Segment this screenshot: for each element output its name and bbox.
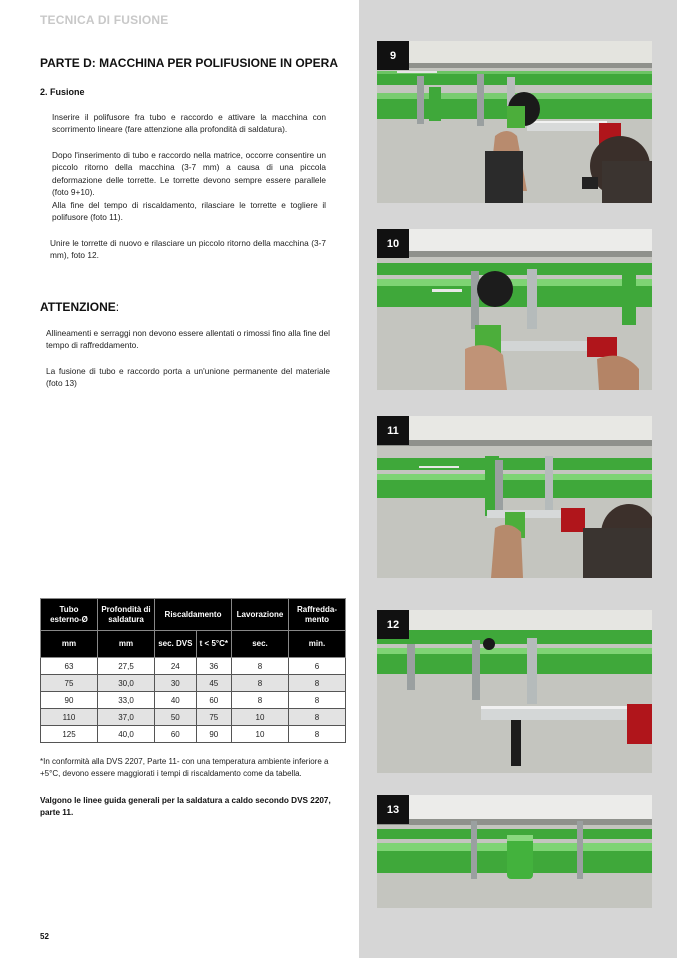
paragraph-3: Alla fine del tempo di riscaldamento, rilasciare le torrette e togliere il polifusore (foto 11).	[52, 200, 326, 223]
unit-heating-dvs: sec. DVS	[155, 631, 197, 658]
table-row	[41, 709, 346, 726]
photo-13-image	[377, 795, 652, 908]
cell: 63	[41, 658, 98, 675]
cell: 75	[41, 675, 98, 692]
header-cooling: Raffredda-mento	[289, 599, 346, 631]
attention-paragraph-2: La fusione di tubo e raccordo porta a un'unione permanente del materiale (foto 13)	[46, 366, 330, 389]
cell: 37,0	[98, 709, 155, 726]
paragraph-4: Unire le torrette di nuovo e rilasciare un piccolo ritorno della macchina (3-7 mm), foto 12.	[50, 238, 326, 261]
header-welding-depth: Profondità di saldatura	[98, 599, 155, 631]
cell: 75	[196, 709, 231, 726]
cell: 40,0	[98, 726, 155, 743]
cell: 8	[232, 692, 289, 709]
table-row	[41, 658, 346, 675]
cell: 24	[155, 658, 197, 675]
cell: 8	[232, 658, 289, 675]
guideline-note: Valgono le linee guida generali per la saldatura a caldo secondo DVS 2207, parte 11.	[40, 796, 331, 817]
photo-13-number: 13	[377, 795, 409, 824]
footnote: *In conformità alla DVS 2207, Parte 11- con una temperatura ambiente inferiore a +5°C, devono essere maggiorati i tempi di riscaldamento come da tabella.	[40, 757, 329, 778]
paragraph-1: Inserire il polifusore fra tubo e raccordo e attivare la macchina con scorrimento lineare (fare attenzione alla profondità di saldatura).	[52, 112, 326, 135]
photo-11-image	[377, 416, 652, 578]
photo-12	[377, 610, 652, 773]
cell: 27,5	[98, 658, 155, 675]
photo-12-number: 12	[377, 610, 409, 639]
photo-9-image	[377, 41, 652, 203]
cell: 6	[289, 658, 346, 675]
cell: 125	[41, 726, 98, 743]
cell: 8	[289, 675, 346, 692]
table-row	[41, 726, 346, 743]
paragraph-2: Dopo l'inserimento di tubo e raccordo nella matrice, occorre consentire un piccolo ritorno della macchina (3-7 mm) a causa di una piccola deformazione delle torrette. Le torrette devono sempre essere parallele (foto 9+10).	[52, 150, 326, 198]
unit-heating-cold: t < 5°C*	[196, 631, 231, 658]
cell: 8	[289, 692, 346, 709]
table-row	[41, 675, 346, 692]
photo-10-image	[377, 229, 652, 390]
cell: 8	[289, 709, 346, 726]
section-tag: TECNICA DI FUSIONE	[40, 13, 169, 27]
cell: 45	[196, 675, 231, 692]
header-outer-diameter: Tubo esterno-Ø	[41, 599, 98, 631]
cell: 33,0	[98, 692, 155, 709]
photo-9	[377, 41, 652, 203]
photo-10	[377, 229, 652, 390]
page-number: 52	[40, 932, 49, 941]
cell: 90	[41, 692, 98, 709]
unit-cooling: min.	[289, 631, 346, 658]
cell: 40	[155, 692, 197, 709]
cell: 8	[289, 726, 346, 743]
cell: 36	[196, 658, 231, 675]
unit-welding-depth: mm	[98, 631, 155, 658]
page-title: PARTE D: MACCHINA PER POLIFUSIONE IN OPERA	[40, 56, 339, 70]
photo-11-number: 11	[377, 416, 409, 445]
header-processing: Lavorazione	[232, 599, 289, 631]
photo-11	[377, 416, 652, 578]
welding-parameters-table	[40, 598, 346, 743]
photo-13	[377, 795, 652, 908]
cell: 60	[196, 692, 231, 709]
cell: 110	[41, 709, 98, 726]
unit-processing: sec.	[232, 631, 289, 658]
photo-10-number: 10	[377, 229, 409, 258]
attention-paragraph-1: Allineamenti e serraggi non devono essere allentati o rimossi fino alla fine del tempo di raffreddamento.	[46, 328, 330, 351]
table-row	[41, 692, 346, 709]
cell: 10	[232, 709, 289, 726]
cell: 90	[196, 726, 231, 743]
cell: 10	[232, 726, 289, 743]
cell: 8	[232, 675, 289, 692]
cell: 50	[155, 709, 197, 726]
sub-title: 2. Fusione	[40, 87, 85, 97]
photo-12-image	[377, 610, 652, 773]
unit-outer-diameter: mm	[41, 631, 98, 658]
photo-9-number: 9	[377, 41, 409, 70]
cell: 30	[155, 675, 197, 692]
header-heating: Riscaldamento	[155, 599, 232, 631]
attention-heading: ATTENZIONE:	[40, 300, 120, 314]
cell: 30,0	[98, 675, 155, 692]
cell: 60	[155, 726, 197, 743]
